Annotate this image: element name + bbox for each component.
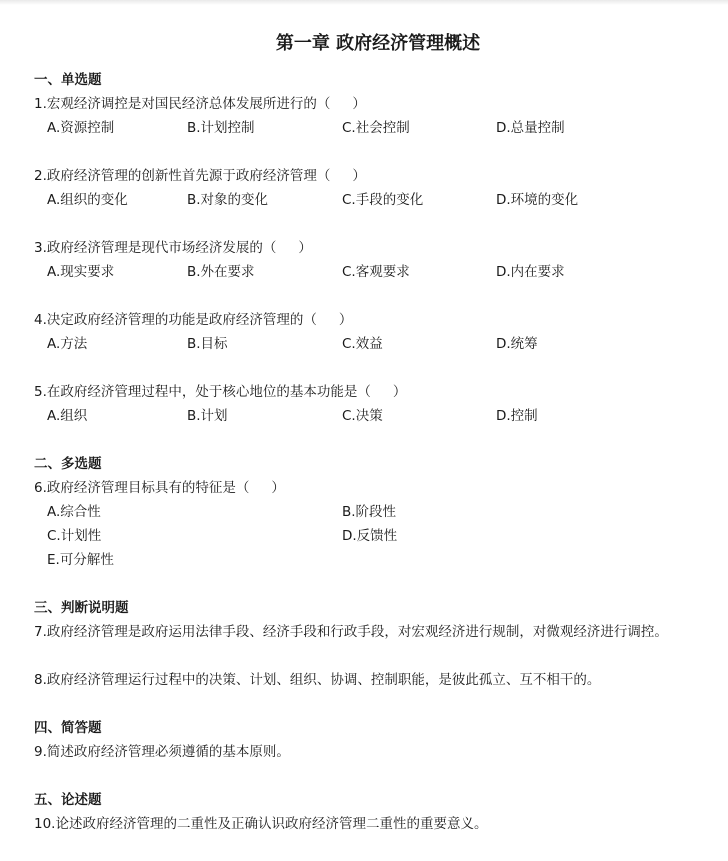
question-4-option-c: C.效益	[342, 336, 383, 352]
question-6-stem: 6.政府经济管理目标具有的特征是（	[34, 480, 250, 496]
question-3-option-c: C.客观要求	[342, 264, 410, 280]
question-6-option-a: A.综合性	[47, 504, 101, 520]
question-1-option-a: A.资源控制	[47, 120, 115, 136]
question-2-option-c: C.手段的变化	[342, 192, 424, 208]
section-true-false-explain: 三、判断说明题	[34, 600, 129, 616]
section-short-answer: 四、简答题	[34, 720, 102, 736]
section-essay: 五、论述题	[34, 792, 102, 808]
question-3-stem: 3.政府经济管理是现代市场经济发展的（	[34, 240, 277, 256]
question-2-option-d: D.环境的变化	[496, 192, 579, 208]
question-5	[34, 383, 406, 401]
question-1-close: ）	[352, 96, 366, 112]
question-9: 9.简述政府经济管理必须遵循的基本原则。	[34, 744, 290, 760]
question-5-stem: 5.在政府经济管理过程中，处于核心地位的基本功能是（	[34, 384, 371, 400]
chapter-title: 第一章 政府经济管理概述	[275, 33, 481, 54]
question-6-option-c: C.计划性	[47, 528, 102, 544]
question-4-option-d: D.统筹	[496, 336, 538, 352]
question-5-option-a: A.组织	[47, 408, 88, 424]
page-top-shadow	[0, 0, 728, 5]
question-5-option-d: D.控制	[496, 408, 538, 424]
question-2-option-b: B.对象的变化	[187, 192, 269, 208]
question-10: 10.论述政府经济管理的二重性及正确认识政府经济管理二重性的重要意义。	[34, 816, 488, 832]
section-multiple-choice: 二、多选题	[34, 456, 102, 472]
question-4-stem: 4.决定政府经济管理的功能是政府经济管理的（	[34, 312, 317, 328]
question-1-stem: 1.宏观经济调控是对国民经济总体发展所进行的（	[34, 96, 331, 112]
question-3-option-b: B.外在要求	[187, 264, 255, 280]
question-4	[34, 311, 352, 329]
question-6-option-b: B.阶段性	[342, 504, 397, 520]
question-1-option-d: D.总量控制	[496, 120, 565, 136]
question-3-close: ）	[298, 240, 312, 256]
question-2-close: ）	[352, 168, 366, 184]
question-4-option-b: B.目标	[187, 336, 228, 352]
question-2-stem: 2.政府经济管理的创新性首先源于政府经济管理（	[34, 168, 331, 184]
question-5-option-c: C.决策	[342, 408, 383, 424]
question-3-option-d: D.内在要求	[496, 264, 565, 280]
section-single-choice: 一、单选题	[34, 72, 102, 88]
question-4-option-a: A.方法	[47, 336, 88, 352]
question-3-option-a: A.现实要求	[47, 264, 115, 280]
question-6-option-e: E.可分解性	[47, 552, 114, 568]
question-4-close: ）	[338, 312, 353, 328]
question-1	[34, 95, 366, 113]
question-5-option-b: B.计划	[187, 408, 228, 424]
question-2	[34, 167, 366, 185]
question-2-option-a: A.组织的变化	[47, 192, 128, 208]
question-1-option-b: B.计划控制	[187, 120, 255, 136]
question-5-close: ）	[392, 384, 407, 400]
question-7: 7.政府经济管理是政府运用法律手段、经济手段和行政手段，对宏观经济进行规制，对微观经济进行调控。	[34, 624, 668, 640]
question-6-close: ）	[271, 480, 285, 496]
question-6	[34, 479, 285, 497]
question-3	[34, 239, 312, 257]
question-1-option-c: C.社会控制	[342, 120, 410, 136]
question-8: 8.政府经济管理运行过程中的决策、计划、组织、协调、控制职能，是彼此孤立、互不相干的。	[34, 672, 601, 688]
question-6-option-d: D.反馈性	[342, 528, 398, 544]
